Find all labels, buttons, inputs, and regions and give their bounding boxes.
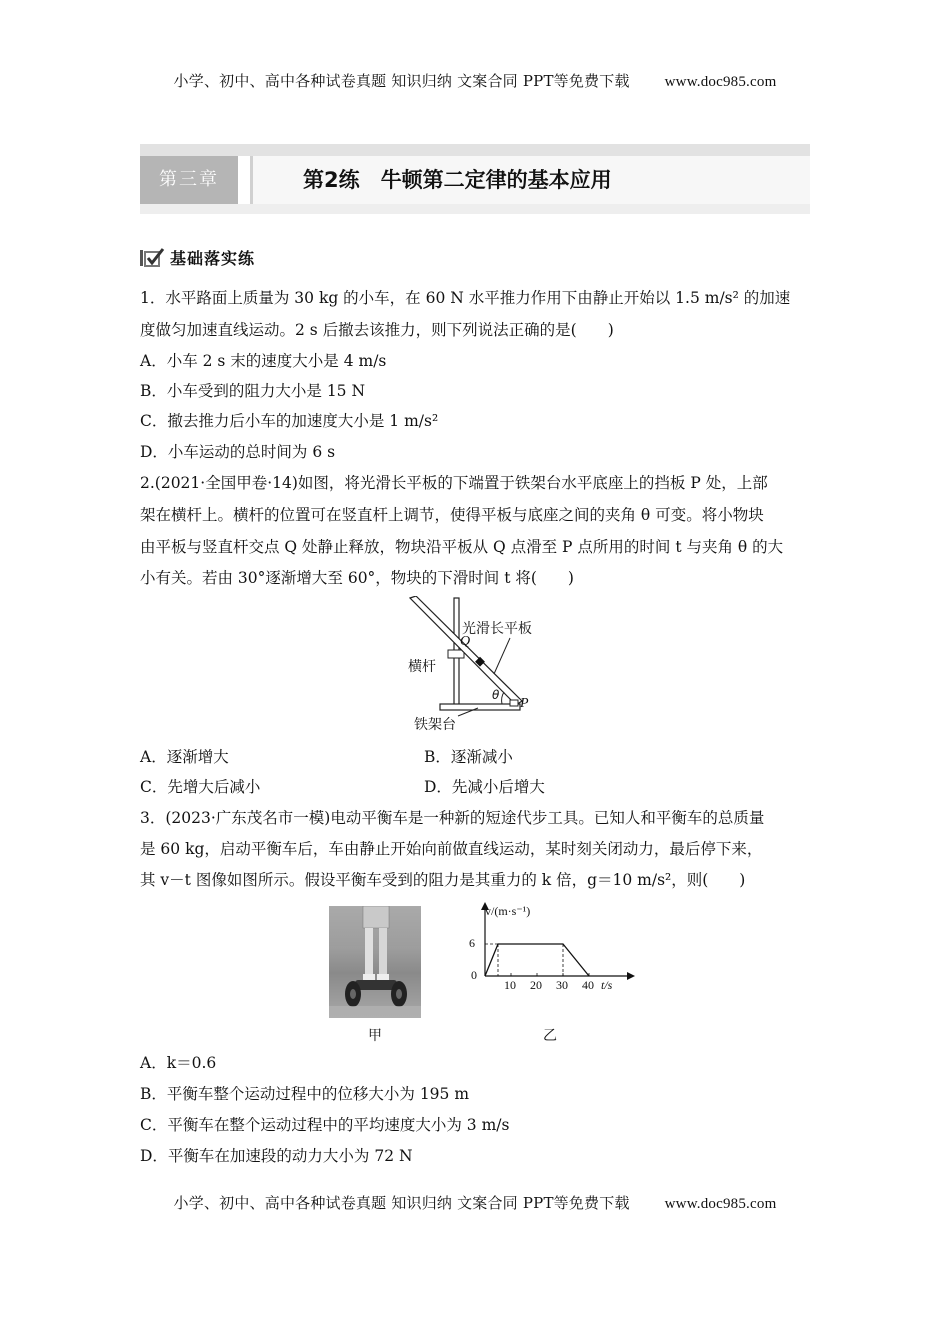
q1-line2: 度做匀加速直线运动。2 s 后撤去该推力，则下列说法正确的是( ) (140, 321, 614, 339)
y-tick-0: 0 (471, 968, 477, 982)
plate-leader (494, 638, 510, 674)
angle-arc (502, 692, 504, 704)
page-footer (0, 1192, 950, 1213)
q3-line3: 其 v－t 图像如图所示。假设平衡车受到的阻力是其重力的 k 倍，g＝10 m/s²，则( ) (140, 871, 746, 889)
q1-option-b: B．小车受到的阻力大小是 15 N (140, 382, 366, 400)
label-theta: θ (492, 688, 500, 702)
balance-car-photo (329, 906, 421, 1018)
q2-option-c: C．先增大后减小 (140, 778, 261, 796)
q2-option-a: A．逐渐增大 (140, 748, 229, 766)
footer-text: 小学、初中、高中各种试卷真题 知识归纳 文案合同 PPT等免费下载 (173, 1194, 630, 1212)
x-tick-20: 20 (530, 978, 542, 992)
caption-left: 甲 (368, 1028, 382, 1044)
q2-figure (400, 596, 560, 736)
q2-line4: 小有关。若由 30°逐渐增大至 60°，物块的下滑时间 t 将( ) (140, 569, 574, 587)
section-heading (140, 244, 255, 270)
q1-option-d: D．小车运动的总时间为 6 s (140, 443, 336, 461)
q2-line3: 由平板与竖直杆交点 Q 处静止释放，物块沿平板从 Q 点滑至 P 点所用的时间 t 与夹角 θ 的大 (140, 538, 784, 556)
crossbar (448, 650, 464, 658)
q2-line1: 2.(2021·全国甲卷·14)如图，将光滑长平板的下端置于铁架台水平底座上的挡板 P 处，上部 (140, 474, 768, 492)
q1-option-a: A．小车 2 s 末的速度大小是 4 m/s (140, 352, 387, 370)
label-stand: 铁架台 (414, 717, 456, 733)
page-header (0, 70, 950, 91)
q3-line2: 是 60 kg，启动平衡车后，车由静止开始向前做直线运动，某时刻关闭动力，最后停下来， (140, 840, 763, 858)
chapter-banner (140, 144, 810, 214)
q2-option-d: D．先减小后增大 (424, 778, 545, 796)
label-plate: 光滑长平板 (462, 621, 532, 637)
header-site: www.doc985.com (664, 74, 777, 90)
q2-option-b: B．逐渐减小 (424, 748, 513, 766)
q1-option-c: C．撤去推力后小车的加速度大小是 1 m/s² (140, 412, 439, 430)
checkbox-icon (140, 246, 166, 268)
vt-chart (455, 900, 635, 1020)
q3-line1: 3．(2023·广东茂名市一模)电动平衡车是一种新的短途代步工具。已知人和平衡车的总质量 (140, 809, 765, 827)
y-axis-label: v/(m·s⁻¹) (485, 904, 531, 918)
x-axis-arrow (627, 972, 635, 980)
q1-line1: 1．水平路面上质量为 30 kg 的小车，在 60 N 水平推力作用下由静止开始以 1.5 m/s² 的加速 (140, 289, 791, 307)
label-bar: 横杆 (408, 659, 436, 675)
smooth-plate (410, 596, 522, 705)
banner-bottom-strip (140, 204, 810, 214)
label-q: Q (460, 634, 471, 649)
x-tick-30: 30 (556, 978, 568, 992)
banner-top-strip (140, 144, 810, 156)
y-tick-6: 6 (469, 936, 475, 950)
q3-option-d: D．平衡车在加速段的动力大小为 72 N (140, 1147, 413, 1165)
label-p: P (520, 696, 529, 711)
stand-base (440, 704, 520, 710)
footer-site: www.doc985.com (664, 1196, 777, 1212)
q3-option-c: C．平衡车在整个运动过程中的平均速度大小为 3 m/s (140, 1116, 510, 1134)
x-axis-label: t/s (601, 978, 613, 992)
chapter-label: 第三章 (140, 156, 238, 204)
vt-chart-svg (455, 900, 635, 1020)
header-text: 小学、初中、高中各种试卷真题 知识归纳 文案合同 PPT等免费下载 (173, 72, 630, 90)
caption-right: 乙 (543, 1028, 557, 1044)
q2-line2: 架在横杆上。横杆的位置可在竖直杆上调节，使得平板与底座之间的夹角 θ 可变。将小物块 (140, 506, 764, 524)
x-tick-10: 10 (504, 978, 516, 992)
q3-option-a: A．k＝0.6 (140, 1054, 217, 1072)
q3-option-b: B．平衡车整个运动过程中的位移大小为 195 m (140, 1085, 470, 1103)
vt-series-line (485, 944, 589, 976)
section-label: 基础落实练 (170, 248, 256, 268)
stopper-p (510, 700, 518, 706)
x-tick-40: 40 (582, 978, 594, 992)
lesson-title: 第2练 牛顿第二定律的基本应用 (250, 156, 810, 204)
